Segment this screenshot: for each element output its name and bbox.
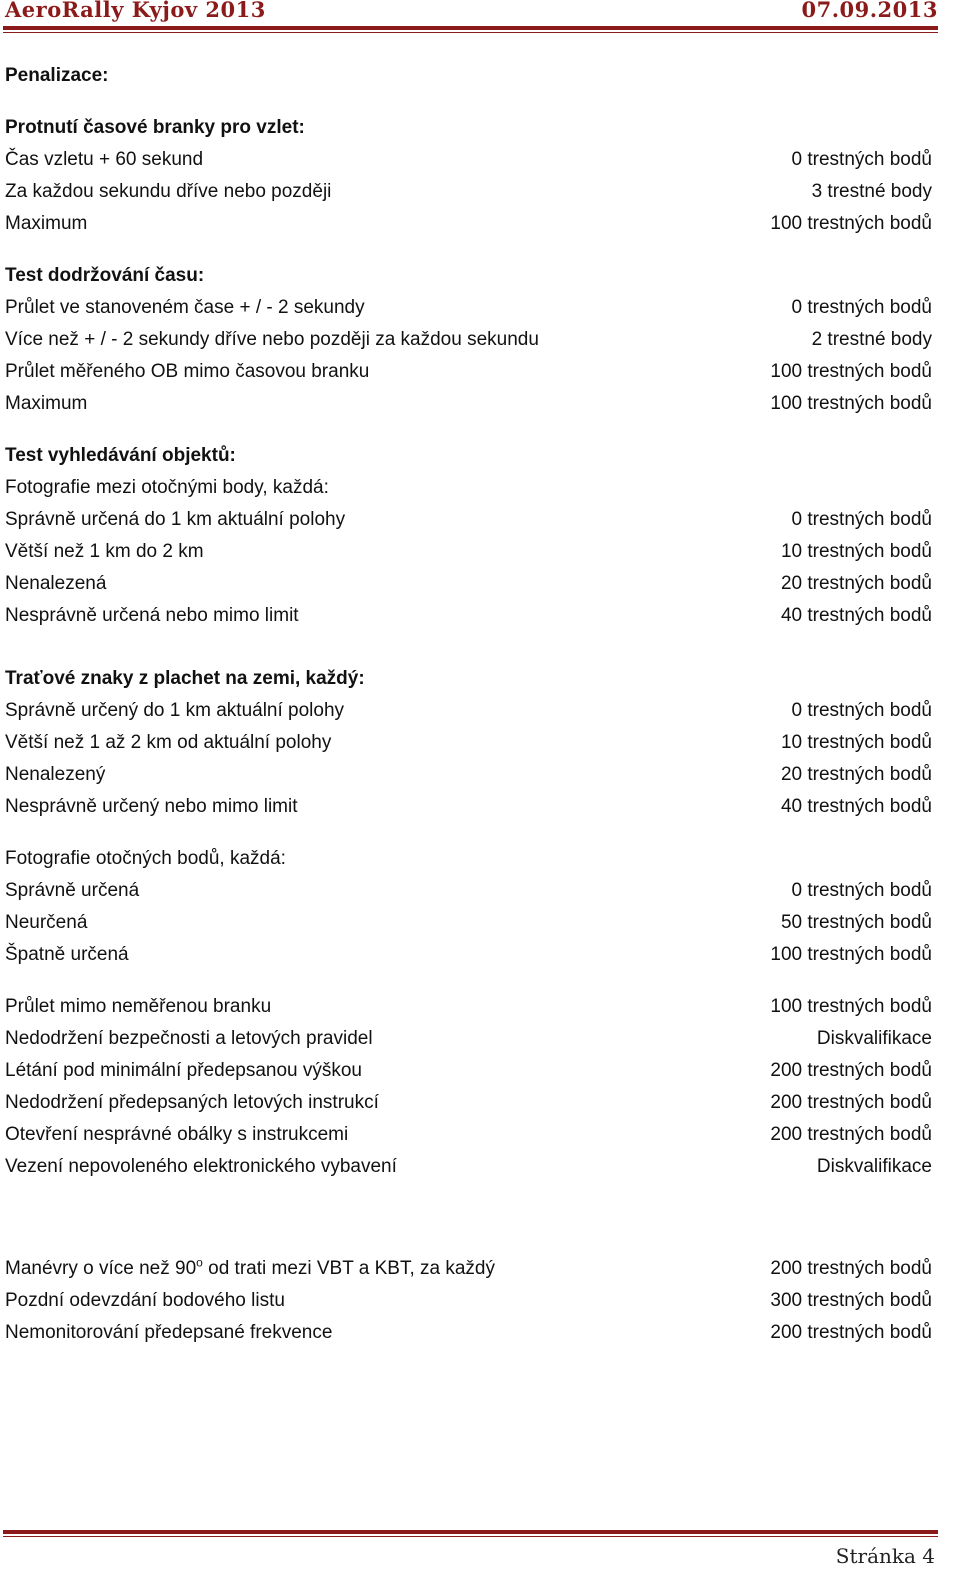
penalty-label: Průlet mimo neměřenou branku xyxy=(5,996,272,1017)
penalty-value: Diskvalifikace xyxy=(816,1028,932,1049)
penalty-label: Nenalezený xyxy=(5,764,106,785)
penalty-value: 20 trestných bodů xyxy=(780,573,932,594)
penalty-value: 0 trestných bodů xyxy=(791,297,932,318)
penalty-label: Nesprávně určená nebo mimo limit xyxy=(5,605,299,626)
penalty-label: Otevření nesprávné obálky s instrukcemi xyxy=(5,1124,349,1145)
penalty-row xyxy=(5,939,932,971)
penalty-row xyxy=(5,727,932,759)
penalty-value: 2 trestné body xyxy=(811,329,932,350)
section-heading: Protnutí časové branky pro vzlet: xyxy=(5,117,305,138)
page-title: Penalizace: xyxy=(5,65,109,86)
penalty-row xyxy=(5,1285,932,1317)
penalty-label: Manévry o více než 90$^o$ od trati mezi VBT a KBT, za každý xyxy=(5,1255,495,1279)
penalty-label: Správně určená xyxy=(5,880,140,901)
penalty-row xyxy=(5,600,932,632)
penalty-row xyxy=(5,292,932,324)
penalty-row xyxy=(5,695,932,727)
penalty-label: Větší než 1 km do 2 km xyxy=(5,541,204,562)
penalty-label: Za každou sekundu dříve nebo později xyxy=(5,181,332,202)
penalty-label: Průlet ve stanoveném čase + / - 2 sekundy xyxy=(5,297,365,318)
penalty-row xyxy=(5,759,932,791)
penalty-row xyxy=(5,991,932,1023)
header-rule xyxy=(3,26,938,30)
header-title: AeroRally Kyjov 2013 xyxy=(5,0,266,22)
penalty-value: 0 trestných bodů xyxy=(791,700,932,721)
penalty-row xyxy=(5,907,932,939)
penalty-row xyxy=(5,1023,932,1055)
penalty-row xyxy=(5,144,932,176)
page-number: Stránka 4 xyxy=(835,1544,935,1568)
penalty-row xyxy=(5,208,932,240)
penalty-label: Více než + / - 2 sekundy dříve nebo později za každou sekundu xyxy=(5,329,539,350)
penalty-label: Nesprávně určený nebo mimo limit xyxy=(5,796,298,817)
penalty-value: Diskvalifikace xyxy=(816,1156,932,1177)
penalty-label: Maximum xyxy=(5,213,88,234)
section-heading: Traťové znaky z plachet na zemi, každý: xyxy=(5,668,365,689)
penalty-row xyxy=(5,875,932,907)
footer-rule xyxy=(3,1530,938,1534)
penalty-value: 40 trestných bodů xyxy=(780,796,932,817)
footer-rule-thin xyxy=(3,1536,938,1537)
penalty-value: 0 trestných bodů xyxy=(791,149,932,170)
penalty-value: 10 trestných bodů xyxy=(780,541,932,562)
penalty-label: Nedodržení předepsaných letových instrukcí xyxy=(5,1092,379,1113)
section-subheading: Fotografie otočných bodů, každá: xyxy=(5,848,286,869)
penalty-row xyxy=(5,568,932,600)
penalty-row xyxy=(5,791,932,823)
penalty-label: Létání pod minimální předepsanou výškou xyxy=(5,1060,363,1081)
document-body xyxy=(5,60,932,1349)
penalty-value: 40 trestných bodů xyxy=(780,605,932,626)
penalty-label: Čas vzletu + 60 sekund xyxy=(5,149,204,170)
penalty-value: 100 trestných bodů xyxy=(770,213,932,234)
penalty-value: 100 trestných bodů xyxy=(770,944,932,965)
penalty-row xyxy=(5,176,932,208)
penalty-label: Neurčená xyxy=(5,912,88,933)
penalty-row xyxy=(5,388,932,420)
penalty-label: Maximum xyxy=(5,393,88,414)
penalty-value: 0 trestných bodů xyxy=(791,509,932,530)
section-subheading: Fotografie mezi otočnými body, každá: xyxy=(5,477,329,498)
penalty-row xyxy=(5,1087,932,1119)
penalty-row xyxy=(5,1119,932,1151)
penalty-label: Špatně určená xyxy=(5,944,129,965)
penalty-row xyxy=(5,1317,932,1349)
penalty-label: Větší než 1 až 2 km od aktuální polohy xyxy=(5,732,332,753)
penalty-label: Průlet měřeného OB mimo časovou branku xyxy=(5,361,370,382)
section-heading: Test dodržování času: xyxy=(5,265,205,286)
penalty-value: 100 trestných bodů xyxy=(770,361,932,382)
penalty-label: Správně určený do 1 km aktuální polohy xyxy=(5,700,345,721)
penalty-label: Správně určená do 1 km aktuální polohy xyxy=(5,509,346,530)
page-header xyxy=(5,0,938,22)
section-heading: Test vyhledávání objektů: xyxy=(5,445,236,466)
penalty-label: Vezení nepovoleného elektronického vybavení xyxy=(5,1156,397,1177)
penalty-value: 20 trestných bodů xyxy=(780,764,932,785)
penalty-row xyxy=(5,356,932,388)
penalty-row xyxy=(5,1253,932,1285)
penalty-row xyxy=(5,324,932,356)
penalty-value: 100 trestných bodů xyxy=(770,996,932,1017)
penalty-value: 50 trestných bodů xyxy=(780,912,932,933)
penalty-value: 3 trestné body xyxy=(811,181,932,202)
penalty-label: Pozdní odevzdání bodového listu xyxy=(5,1290,285,1311)
penalty-value: 200 trestných bodů xyxy=(770,1060,932,1081)
penalty-label: Nedodržení bezpečnosti a letových pravidel xyxy=(5,1028,373,1049)
penalty-label: Nenalezená xyxy=(5,573,107,594)
penalty-value: 200 trestných bodů xyxy=(770,1124,932,1145)
penalty-row xyxy=(5,504,932,536)
penalty-value: 300 trestných bodů xyxy=(770,1290,932,1311)
penalty-label: Nemonitorování předepsané frekvence xyxy=(5,1322,333,1343)
penalty-value: 200 trestných bodů xyxy=(770,1322,932,1343)
penalty-row xyxy=(5,1055,932,1087)
header-rule-thin xyxy=(3,32,938,33)
penalty-row xyxy=(5,536,932,568)
header-date: 07.09.2013 xyxy=(801,0,938,22)
penalty-value: 10 trestných bodů xyxy=(780,732,932,753)
penalty-value: 200 trestných bodů xyxy=(770,1092,932,1113)
penalty-value: 0 trestných bodů xyxy=(791,880,932,901)
penalty-value: 100 trestných bodů xyxy=(770,393,932,414)
penalty-value: 200 trestných bodů xyxy=(770,1258,932,1279)
degree-mark: o xyxy=(196,1255,203,1270)
penalty-row xyxy=(5,1151,932,1183)
